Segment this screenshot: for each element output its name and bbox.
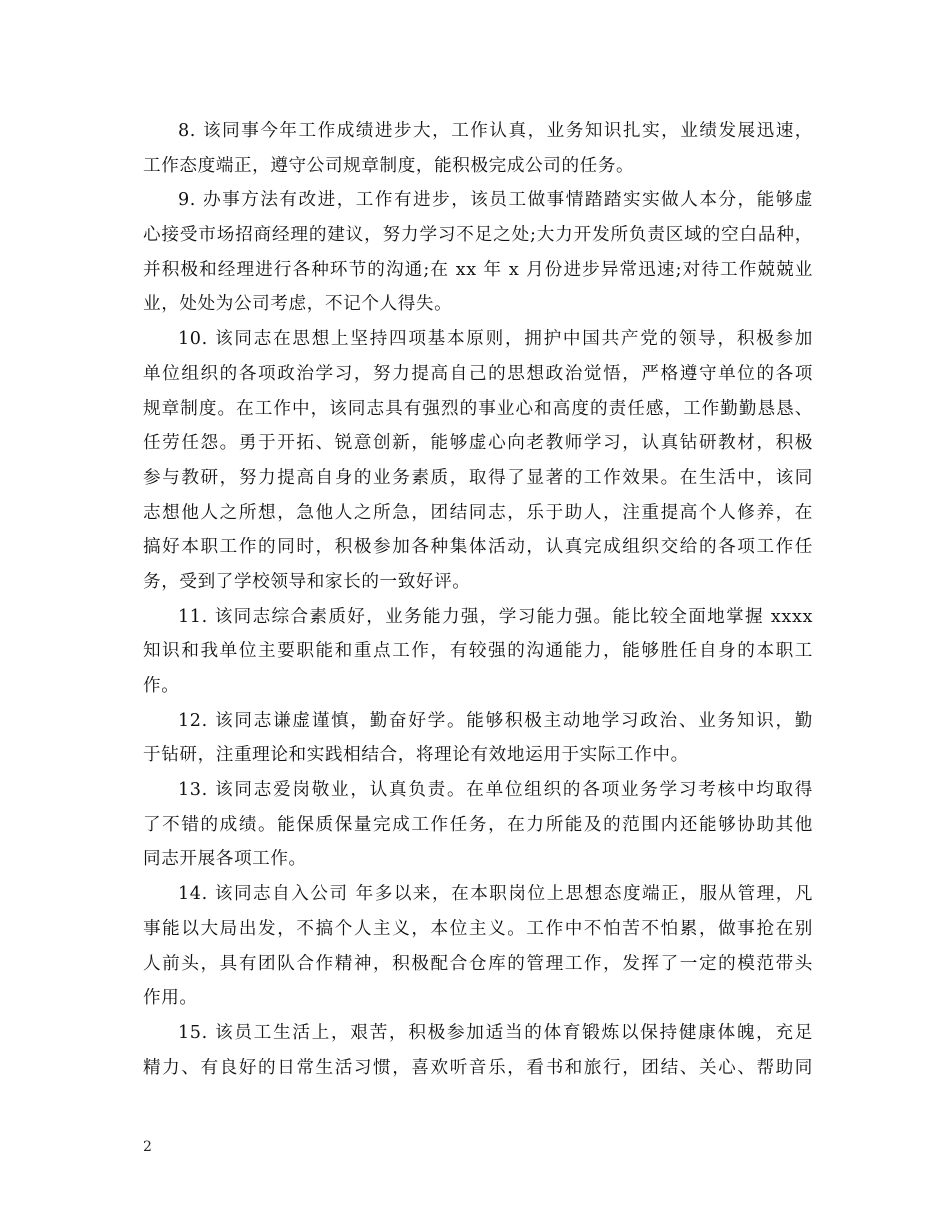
paragraph-line: 同志开展各项工作。 — [143, 849, 307, 870]
paragraph-line: 任劳任怨。勇于开拓、锐意创新，能够虚心向老教师学习，认真钻研教材，积极 — [143, 433, 813, 454]
paragraph-line: 规章制度。在工作中，该同志具有强烈的事业心和高度的责任感，工作勤勤恳恳、 — [143, 398, 813, 419]
paragraph-line: 14. 该同志自入公司 年多以来，在本职岗位上思想态度端正，服从管理，凡 — [178, 884, 813, 905]
paragraph-line: 了不错的成绩。能保质保量完成工作任务，在力所能及的范围内还能够协助其他 — [143, 814, 813, 835]
paragraph-9 — [143, 183, 813, 322]
paragraph-12 — [143, 704, 813, 773]
paragraph-line: 15. 该员工生活上，艰苦，积极参加适当的体育锻炼以保持健康体魄，充足 — [178, 1022, 813, 1043]
paragraph-15 — [143, 1016, 813, 1085]
paragraph-line: 事能以大局出发，不搞个人主义，本位主义。工作中不怕苦不怕累，做事抢在别 — [143, 918, 813, 939]
paragraph-line: 工作态度端正，遵守公司规章制度，能积极完成公司的任务。 — [143, 155, 635, 176]
paragraph-line: 务，受到了学校领导和家长的一致好评。 — [143, 571, 471, 592]
paragraph-10 — [143, 322, 813, 600]
paragraph-line: 作。 — [143, 676, 180, 696]
paragraph-13 — [143, 773, 813, 877]
paragraph-line: 志想他人之所想，急他人之所急，团结同志，乐于助人，注重提高个人修养，在 — [143, 502, 813, 523]
paragraph-line: 9. 办事方法有改进，工作有进步，该员工做事情踏踏实实做人本分，能够虚 — [178, 190, 813, 211]
paragraph-line: 搞好本职工作的同时，积极参加各种集体活动，认真完成组织交给的各项工作任 — [143, 537, 813, 558]
paragraph-line: 11. 该同志综合素质好，业务能力强，学习能力强。能比较全面地掌握 xxxx — [178, 606, 813, 627]
paragraph-line: 业，处处为公司考虑，不记个人得失。 — [143, 294, 453, 315]
paragraph-line: 8. 该同事今年工作成绩进步大，工作认真，业务知识扎实，业绩发展迅速， — [178, 121, 813, 141]
paragraph-line: 10. 该同志在思想上坚持四项基本原则，拥护中国共产党的领导，积极参加 — [178, 329, 813, 350]
paragraph-line: 13. 该同志爱岗敬业，认真负责。在单位组织的各项业务学习考核中均取得 — [178, 780, 813, 801]
paragraph-14 — [143, 877, 813, 1016]
document-body — [143, 114, 813, 1085]
paragraph-line: 知识和我单位主要职能和重点工作，有较强的沟通能力，能够胜任自身的本职工 — [143, 641, 813, 662]
page-number: 2 — [143, 1139, 152, 1155]
paragraph-11 — [143, 600, 813, 704]
paragraph-8 — [143, 114, 813, 183]
paragraph-line: 单位组织的各项政治学习，努力提高自己的思想政治觉悟，严格遵守单位的各项 — [143, 363, 813, 384]
paragraph-line: 精力、有良好的日常生活习惯，喜欢听音乐，看书和旅行，团结、关心、帮助同 — [143, 1057, 813, 1078]
paragraph-line: 心接受市场招商经理的建议，努力学习不足之处;大力开发所负责区域的空白品种， — [143, 225, 813, 246]
paragraph-line: 于钻研，注重理论和实践相结合，将理论有效地运用于实际工作中。 — [143, 745, 689, 766]
paragraph-line: 人前头，具有团队合作精神，积极配合仓库的管理工作，发挥了一定的模范带头 — [143, 953, 813, 974]
paragraph-line: 参与教研，努力提高自身的业务素质，取得了显著的工作效果。在生活中，该同 — [143, 467, 813, 488]
paragraph-line: 并积极和经理进行各种环节的沟通;在 xx 年 x 月份进步异常迅速;对待工作兢兢业 — [143, 259, 813, 280]
paragraph-line: 作用。 — [143, 988, 198, 1009]
paragraph-line: 12. 该同志谦虚谨慎，勤奋好学。能够积极主动地学习政治、业务知识，勤 — [178, 710, 813, 731]
